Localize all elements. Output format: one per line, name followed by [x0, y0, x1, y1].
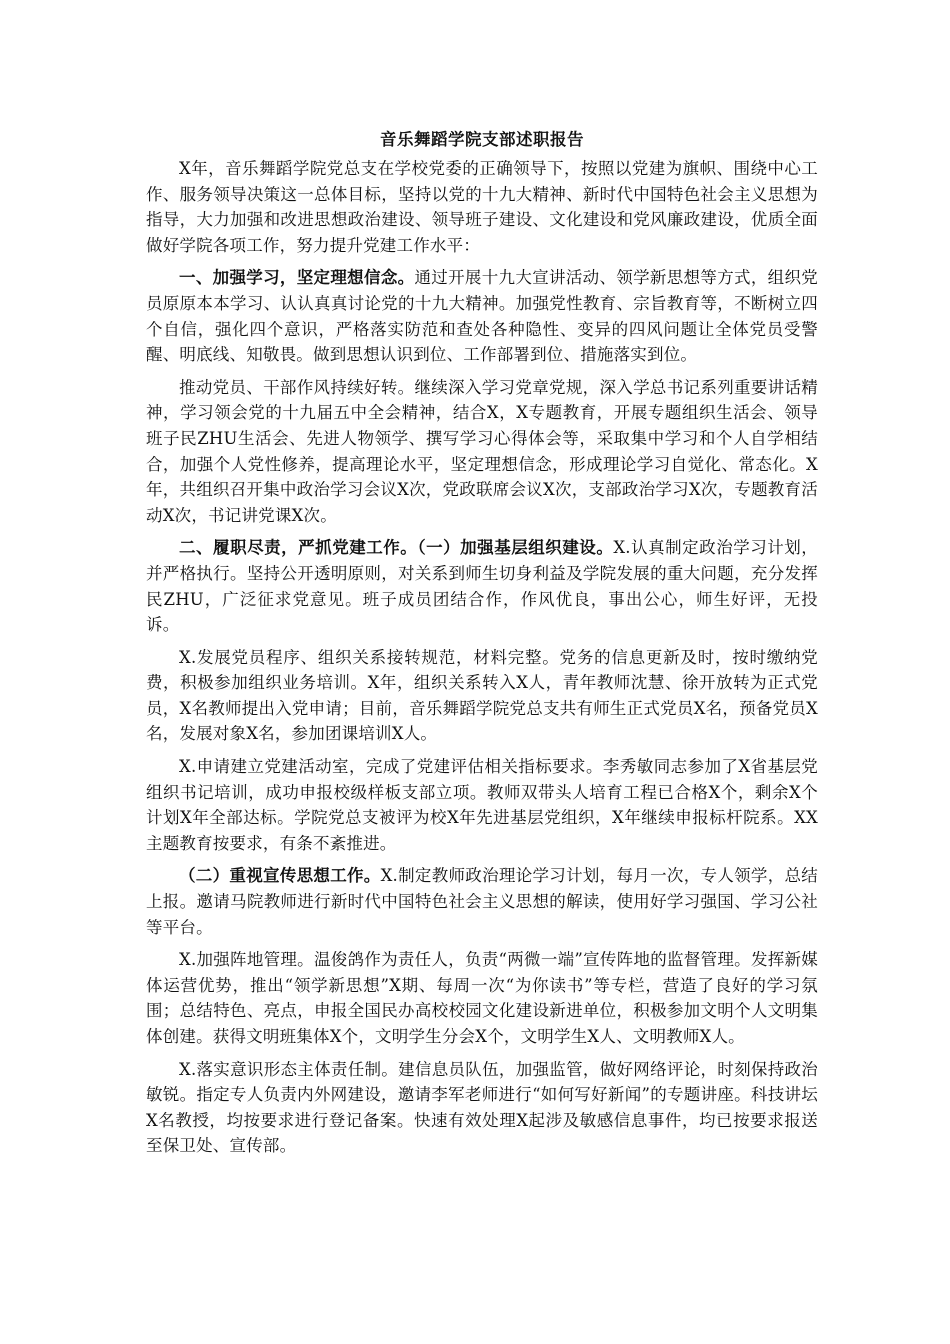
section-heading: 二、履职尽责，严抓党建工作。（一）加强基层组织建设。 [179, 538, 614, 558]
paragraph-activity-room [146, 754, 818, 856]
paragraph-section-1 [146, 265, 818, 367]
paragraph-position-management [146, 947, 818, 1049]
document-page [146, 128, 818, 1166]
paragraph-text: X.发展党员程序、组织关系接转规范，材料完整。党务的信息更新及时，按时缴纳党费，积极参加组织业务培训。X年，组织关系转入X人，青年教师沈慧、徐开放转为正式党员，X名教师提出入党申请；目前，音乐舞蹈学院党总支共有师生正式党员X名，预备党员X名，发展对象X名，参加团课培训X人。 [146, 647, 818, 744]
paragraph-text: X年，音乐舞蹈学院党总支在学校党委的正确领导下，按照以党建为旗帜、围绕中心工作、服务领导决策这一总体目标，坚持以党的十九大精神、新时代中国特色社会主义思想为指导，大力加强和改进思想政治建设、领导班子建设、文化建设和党风廉政建设，优质全面做好学院各项工作，努力提升党建工作水平： [146, 159, 818, 255]
paragraph-text: X.落实意识形态主体责任制。建信息员队伍，加强监管，做好网络评论，时刻保持政治敏锐。指定专人负责内外网建设，邀请李军老师进行“如何写好新闻”的专题讲座。科技讲坛X名教授，均按要求进行登记备案。快速有效处理X起涉及敏感信息事件，均已按要求报送至保卫处、宣传部。 [146, 1059, 818, 1156]
paragraph-text: 推动党员、干部作风持续好转。继续深入学习党章党规，深入学总书记系列重要讲话精神，学习领会党的十九届五中全会精神，结合X，X专题教育，开展专题组织生活会、领导班子民ZHU生活会、先进人物领学、撰写学习心得体会等，采取集中学习和个人自学相结合，加强个人党性修养，提高理论水平，坚定理想信念，形成理论学习自觉化、常态化。X年，共组织召开集中政治学习会议X次，党政联席会议X次，支部政治学习X次，专题教育活动X次，书记讲党课X次。 [146, 377, 818, 525]
paragraph-text: X.制定教师政治理论学习计划，每月一次，专人领学，总结上报。邀请马院教师进行新时代中国特色社会主义思想的解读，使用好学习强国、学习公社等平台。 [146, 866, 818, 937]
paragraph-subsection-2 [146, 863, 818, 940]
section-heading: 一、加强学习，坚定理想信念。 [179, 268, 415, 288]
paragraph-party-members [146, 645, 818, 747]
paragraph-text: 通过开展十九大宣讲活动、领学新思想等方式，组织党员原原本本学习、认认真真讨论党的十九大精神。加强党性教育、宗旨教育等，不断树立四个自信，强化四个意识，严格落实防范和查处各种隐性、变异的四风问题让全体党员受警醒、明底线、知敬畏。做到思想认识到位、工作部署到位、措施落实到位。 [146, 268, 818, 365]
paragraph-text: X.加强阵地管理。温俊鸽作为责任人，负责“两微一端”宣传阵地的监督管理。发挥新媒体运营优势，推出“领学新思想”X期、每周一次“为你读书”等专栏，营造了良好的学习氛围；总结特色、亮点，申报全国民办高校校园文化建设新进单位，积极参加文明个人文明集体创建。获得文明班集体X个，文明学生分会X个，文明学生X人、文明教师X人。 [146, 950, 818, 1046]
paragraph-text: X.申请建立党建活动室，完成了党建评估相关指标要求。李秀敏同志参加了X省基层党组织书记培训，成功申报校级样板支部立项。教师双带头人培育工程已合格X个，剩余X个计划X年全部达标。学院党总支被评为校X年先进基层党组织，X年继续申报标杆院系。XX主题教育按要求，有条不紊推进。 [146, 757, 818, 853]
document-title: 音乐舞蹈学院支部述职报告 [380, 130, 584, 149]
paragraph-section-2 [146, 535, 818, 637]
paragraph-ideology [146, 1057, 818, 1159]
paragraph-conduct [146, 375, 818, 529]
section-heading: （二）重视宣传思想工作。 [179, 866, 381, 886]
paragraph-text: X.认真制定政治学习计划，并严格执行。坚持公开透明原则，对关系到师生切身利益及学院发展的重大问题，充分发挥民ZHU，广泛征求党意见。班子成员团结合作，作风优良，事出公心，师生好评，无投诉。 [146, 538, 819, 635]
paragraph-intro [146, 156, 818, 258]
